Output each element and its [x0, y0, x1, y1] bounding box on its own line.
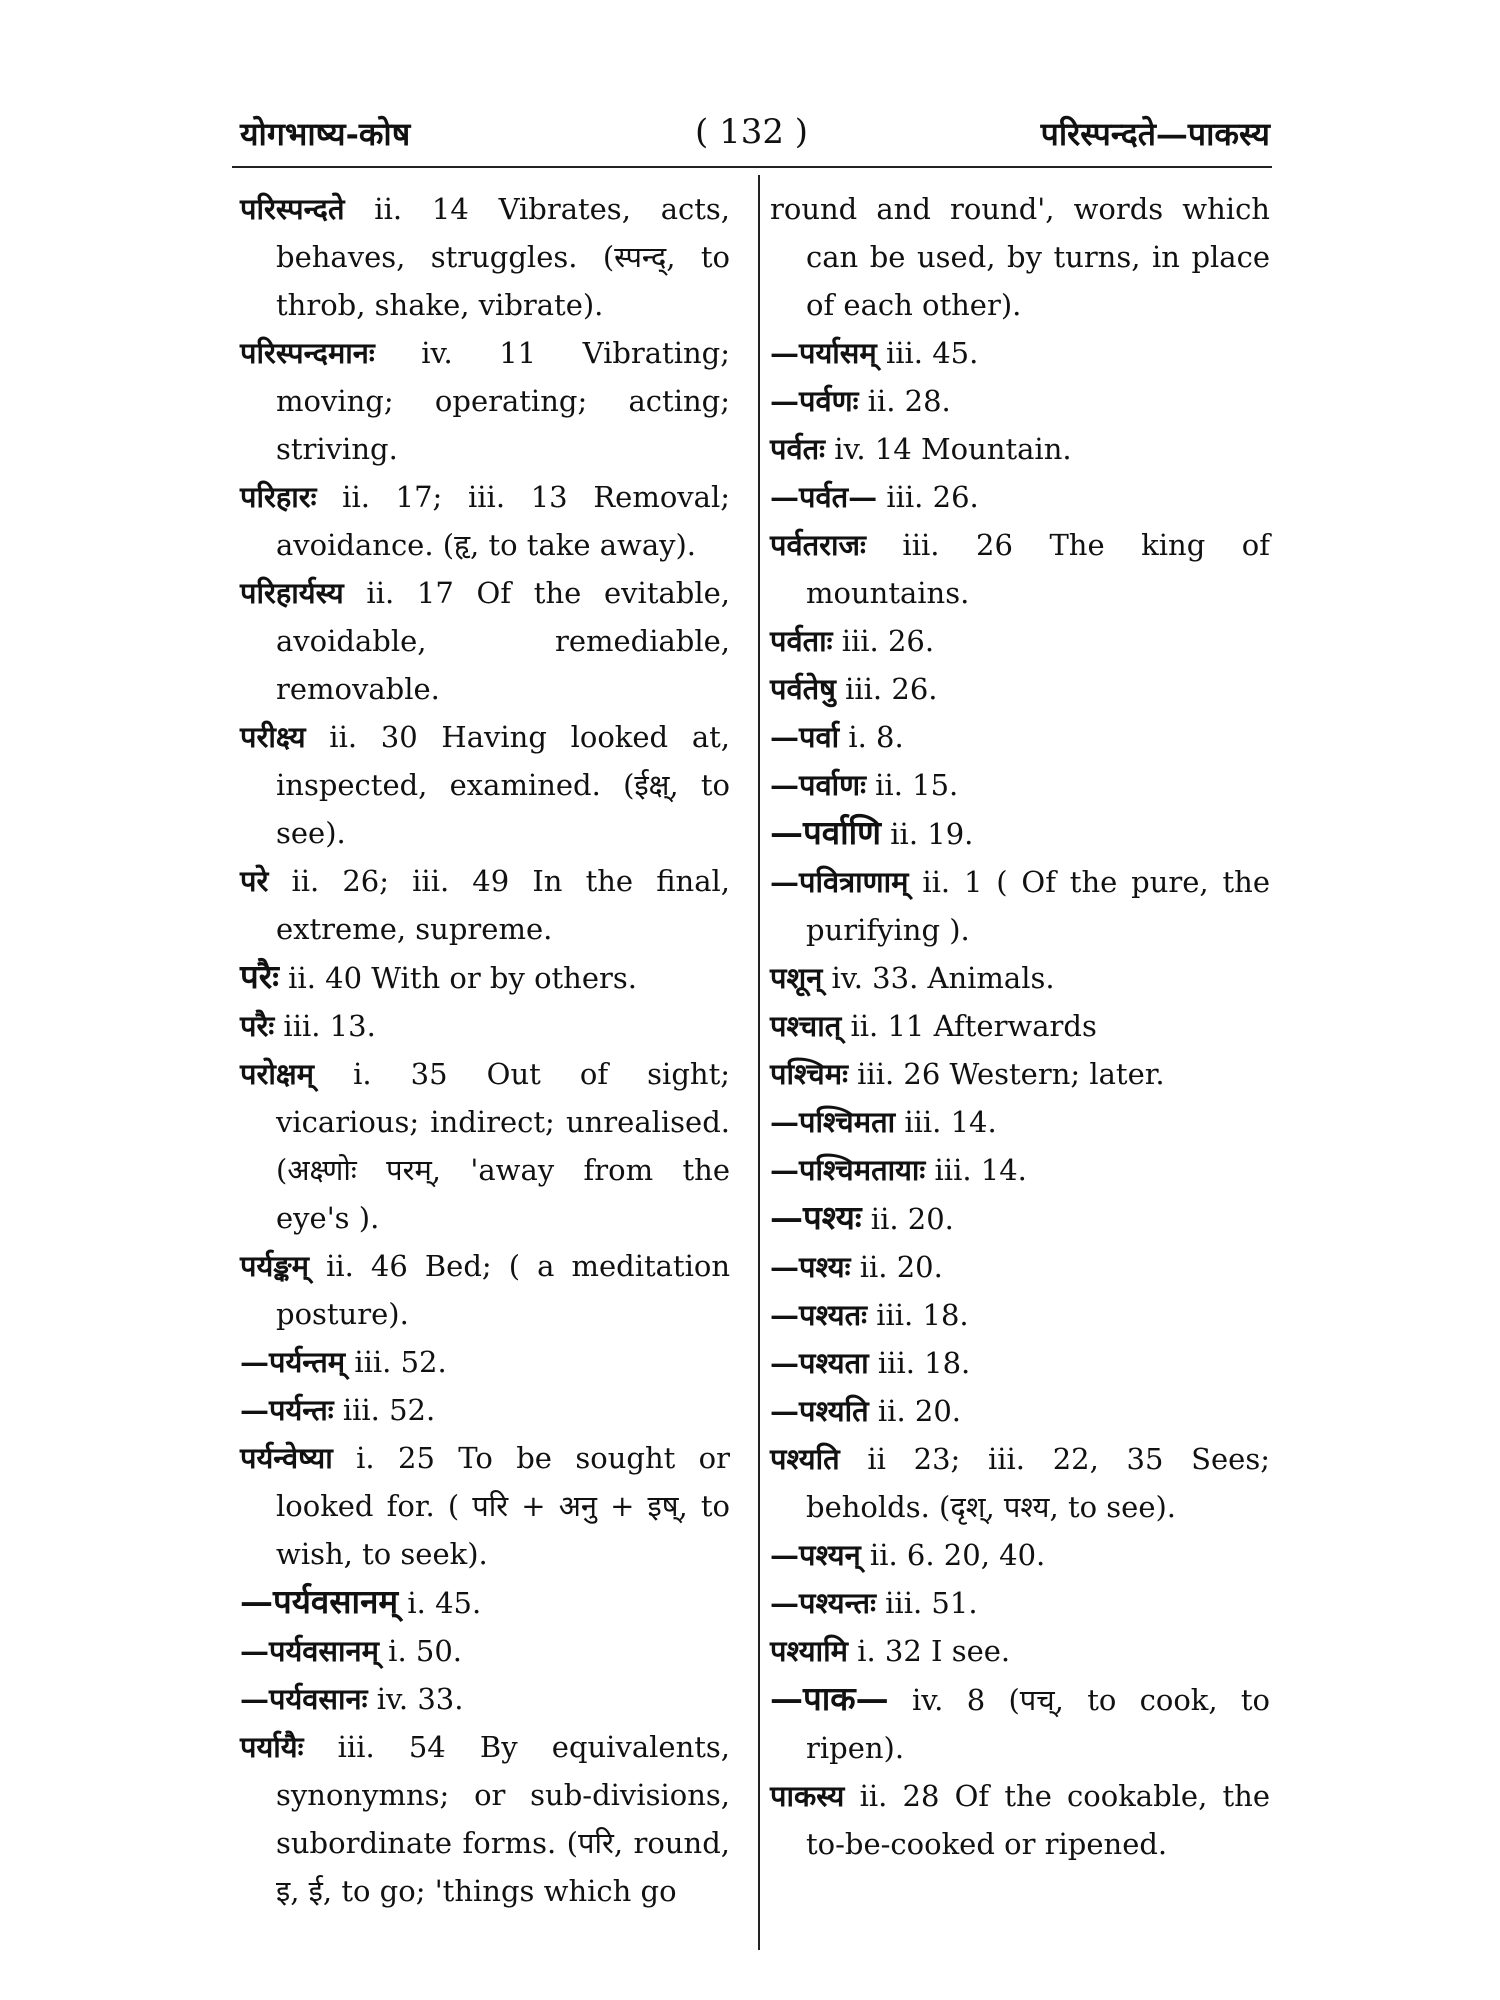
entry-definition: iii. 51.: [875, 1586, 978, 1620]
dictionary-entry: [770, 617, 1270, 665]
entry-headword: परीक्ष्य: [240, 720, 306, 754]
entry-headword: पर्वतः: [770, 432, 825, 466]
entry-headword: —पाक—: [770, 1679, 889, 1718]
entry-definition: ii. 28 Of the cookable, the to-be-cooked or ripened.: [806, 1779, 1270, 1861]
entry-definition: ii. 14 Vibrates, acts, behaves, struggles. (स्पन्द्, to throb, shake, vibrate).: [276, 192, 730, 322]
entry-headword: —पर्वत—: [770, 480, 878, 514]
entry-definition: iii. 26 Western; later.: [847, 1057, 1165, 1091]
entry-definition: iii. 26 The king of mountains.: [806, 528, 1270, 610]
entry-definition: i. 45.: [398, 1586, 482, 1620]
entry-definition: ii. 40 With or by others.: [278, 961, 637, 995]
entry-headword: —पश्यति: [770, 1394, 869, 1428]
entry-headword: पर्वतेषु: [770, 672, 836, 706]
header-range: परिस्पन्दते—पाकस्य: [1040, 115, 1270, 153]
entry-definition: i. 35 Out of sight; vicarious; indirect; unrealised. (अक्ष्णोः परम्, 'away from the eye's ).: [276, 1057, 730, 1235]
dictionary-entry: [770, 761, 1270, 809]
entry-definition: ii. 17; iii. 13 Removal; avoidance. (हृ, to take away).: [276, 480, 730, 562]
entry-headword: —पश्यता: [770, 1346, 869, 1380]
entry-headword: —पर्यवसानम्: [240, 1582, 399, 1621]
dictionary-entry: [240, 1386, 730, 1434]
entry-definition: ii. 1 ( Of the pure, the purifying ).: [806, 865, 1270, 947]
entry-definition: ii. 20.: [861, 1202, 954, 1236]
dictionary-entry: [770, 1435, 1270, 1531]
dictionary-entry: [240, 1578, 730, 1627]
dictionary-entry: [770, 1772, 1270, 1868]
entry-definition: ii. 46 Bed; ( a meditation posture).: [276, 1249, 730, 1331]
dictionary-entry: [240, 953, 730, 1002]
dictionary-entry: [770, 809, 1270, 858]
dictionary-entry: [240, 1675, 730, 1723]
entry-definition: iii. 26.: [877, 480, 979, 514]
dictionary-entry: [240, 1050, 730, 1242]
dictionary-entry: [240, 857, 730, 953]
entry-definition: ii 23; iii. 22, 35 Sees; beholds. (दृश्, पश्य, to see).: [806, 1442, 1270, 1524]
dictionary-entry: [770, 521, 1270, 617]
dictionary-entry: [240, 473, 730, 569]
entry-headword: पश्यति: [770, 1442, 840, 1476]
header-book-title: योगभाष्य-कोष: [240, 115, 411, 153]
entry-definition: iii. 14.: [895, 1105, 997, 1139]
entry-definition: i. 8.: [839, 720, 904, 754]
entry-headword: परे: [240, 864, 269, 898]
entry-definition: ii. 20.: [850, 1250, 943, 1284]
entry-headword: —पर्वाणि: [770, 813, 882, 852]
entry-definition: iii. 14.: [925, 1153, 1027, 1187]
entry-headword: पर्यन्वेष्या: [240, 1441, 333, 1475]
entry-definition: iii. 54 By equivalents, synonymns; or sub-divisions, subordinate forms. (परि, round, इ, ई, to go; 'things which go: [276, 1730, 730, 1908]
entry-headword: पर्यङ्कम्: [240, 1249, 309, 1283]
dictionary-entry: [770, 1579, 1270, 1627]
entry-definition: i. 32 I see.: [847, 1634, 1011, 1668]
left-column: [240, 185, 730, 1915]
entry-definition: ii. 19.: [881, 817, 974, 851]
entry-definition: iii. 52.: [333, 1393, 436, 1427]
entry-headword: परिहार्यस्य: [240, 576, 344, 610]
entry-definition: ii. 26; iii. 49 In the final, extreme, supreme.: [268, 864, 730, 946]
dictionary-entry: [770, 1339, 1270, 1387]
dictionary-entry: [770, 1002, 1270, 1050]
dictionary-entry: [770, 473, 1270, 521]
entry-headword: —पर्यन्तम्: [240, 1345, 346, 1379]
entry-definition: iii. 52.: [345, 1345, 447, 1379]
entry-definition: iii. 26.: [835, 672, 938, 706]
page-header: [240, 112, 1270, 162]
dictionary-entry: [770, 1627, 1270, 1675]
entry-definition: iv. 14 Mountain.: [824, 432, 1072, 466]
dictionary-entry: [240, 1338, 730, 1386]
entry-definition: iv. 33.: [367, 1682, 464, 1716]
entry-headword: —पश्यः: [770, 1198, 862, 1237]
entry-headword: पश्यामि: [770, 1634, 848, 1668]
entry-headword: परोक्षम्: [240, 1057, 314, 1091]
entry-definition: ii. 28.: [858, 384, 951, 418]
entry-headword: परिस्पन्दमानः: [240, 336, 375, 370]
entry-headword: पाकस्य: [770, 1779, 845, 1813]
dictionary-entry: [770, 1146, 1270, 1194]
entry-headword: —पर्वाणः: [770, 768, 866, 802]
dictionary-entry: [770, 377, 1270, 425]
entry-definition: i. 50.: [378, 1634, 463, 1668]
entry-definition: ii. 15.: [865, 768, 959, 802]
entry-headword: —पश्यतः: [770, 1298, 868, 1332]
right-column: [770, 185, 1270, 1868]
dictionary-entry: [770, 954, 1270, 1002]
dictionary-entry: [770, 1291, 1270, 1339]
dictionary-entry: [770, 1387, 1270, 1435]
entry-definition: iv. 33. Animals.: [822, 961, 1055, 995]
entry-definition: iii. 45.: [876, 336, 979, 370]
entry-headword: पश्चिमः: [770, 1057, 848, 1091]
entry-headword: पर्वतराजः: [770, 528, 866, 562]
entry-definition: ii. 6. 20, 40.: [860, 1538, 1046, 1572]
entry-headword: —पर्वणः: [770, 384, 859, 418]
entry-definition: ii. 20.: [868, 1394, 961, 1428]
header-rule: [232, 166, 1272, 168]
entry-headword: —पश्चिमतायाः: [770, 1153, 926, 1187]
entry-headword: परैः: [240, 957, 279, 996]
entry-definition: iii. 18.: [868, 1346, 971, 1380]
dictionary-entry: [240, 185, 730, 329]
entry-headword: —पश्यः: [770, 1250, 851, 1284]
entry-headword: पशून्: [770, 961, 823, 995]
entry-definition: iv. 11 Vibrating; moving; operating; acting; striving.: [276, 336, 730, 466]
entry-headword: —पर्वा: [770, 720, 840, 754]
entry-definition: ii. 17 Of the evitable, avoidable, remediable, removable.: [276, 576, 730, 706]
dictionary-entry: [770, 1050, 1270, 1098]
entry-headword: पश्चात्: [770, 1009, 842, 1043]
entry-definition: iii. 26.: [832, 624, 935, 658]
dictionary-entry: [240, 329, 730, 473]
dictionary-entry: [240, 713, 730, 857]
entry-definition: iv. 8 (पच्, to cook, to ripen).: [806, 1683, 1270, 1765]
entry-headword: पर्यायैः: [240, 1730, 304, 1764]
dictionary-entry: [770, 713, 1270, 761]
dictionary-entry: [770, 329, 1270, 377]
entry-headword: —पर्यन्तः: [240, 1393, 334, 1427]
dictionary-entry: [240, 1627, 730, 1675]
entry-definition: round and round', words which can be used, by turns, in place of each other).: [770, 192, 1270, 322]
dictionary-entry: [770, 1675, 1270, 1772]
entry-headword: —पर्यवसानः: [240, 1682, 368, 1716]
dictionary-entry: [770, 1098, 1270, 1146]
dictionary-entry: [240, 1002, 730, 1050]
entry-definition: iii. 18.: [867, 1298, 969, 1332]
dictionary-entry: [770, 1194, 1270, 1243]
dictionary-entry: [770, 425, 1270, 473]
entry-headword: —पर्यवसानम्: [240, 1634, 379, 1668]
entry-headword: पर्वताः: [770, 624, 833, 658]
dictionary-entry: [770, 1243, 1270, 1291]
dictionary-entry: [240, 1434, 730, 1578]
dictionary-entry: [240, 1242, 730, 1338]
entry-headword: परिहारः: [240, 480, 317, 514]
entry-headword: —पश्चिमता: [770, 1105, 896, 1139]
dictionary-entry: [240, 569, 730, 713]
entry-headword: —पर्यासम्: [770, 336, 877, 370]
column-divider: [758, 175, 760, 1950]
page-number: ( 132 ): [695, 112, 809, 152]
dictionary-entry: [770, 665, 1270, 713]
entry-headword: परैः: [240, 1009, 275, 1043]
dictionary-entry: [240, 1723, 730, 1915]
dictionary-entry: [770, 185, 1270, 329]
entry-headword: परिस्पन्दते: [240, 192, 345, 226]
dictionary-entry: [770, 1531, 1270, 1579]
entry-headword: —पवित्राणाम्: [770, 865, 909, 899]
entry-headword: —पश्यन्: [770, 1538, 861, 1572]
entry-definition: ii. 30 Having looked at, inspected, examined. (ईक्ष्, to see).: [276, 720, 730, 850]
entry-definition: ii. 11 Afterwards: [841, 1009, 1097, 1043]
entry-definition: iii. 13.: [274, 1009, 376, 1043]
dictionary-entry: [770, 858, 1270, 954]
entry-definition: i. 25 To be sought or looked for. ( परि + अनु + इष्, to wish, to seek).: [276, 1441, 730, 1571]
entry-headword: —पश्यन्तः: [770, 1586, 876, 1620]
